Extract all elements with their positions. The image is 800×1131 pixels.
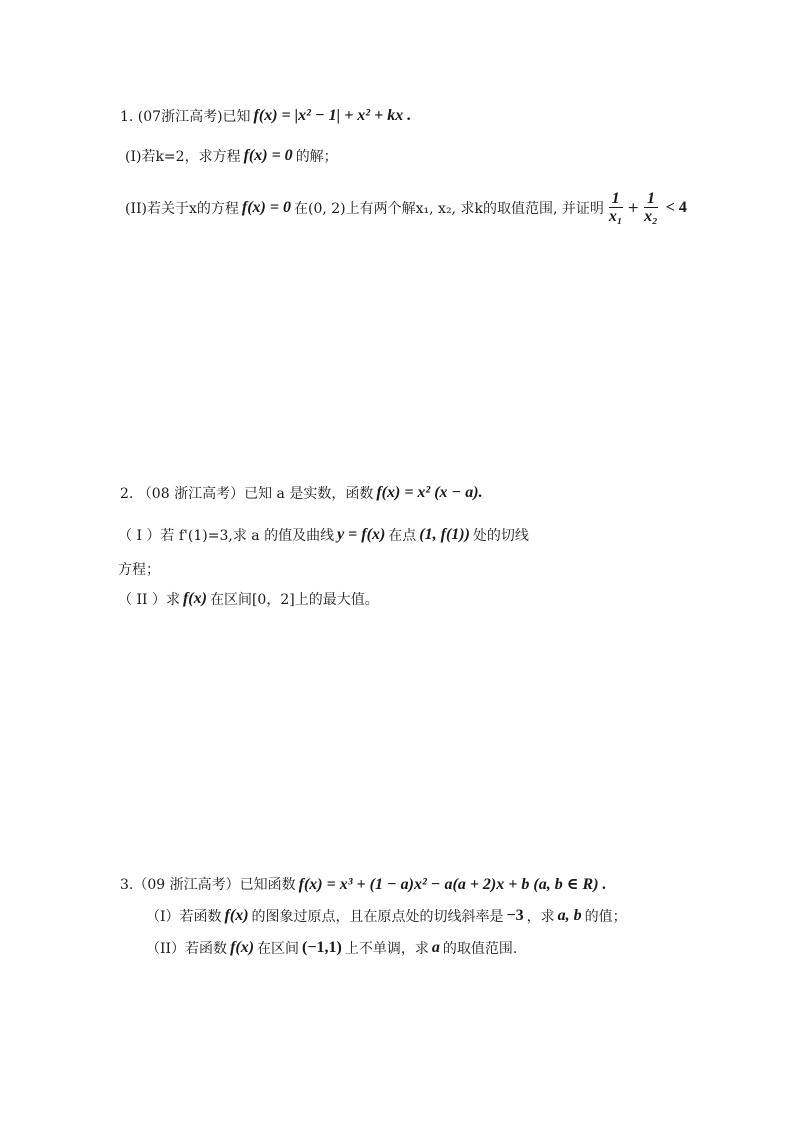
problem-1-statement	[120, 106, 414, 126]
problem-3-part-2-text: （II）若函数	[146, 941, 228, 957]
problem-3-part-1-formula: f(x)	[224, 907, 249, 924]
fraction-2-denominator: x₂	[644, 208, 658, 225]
problem-3-part-2-end: 的取值范围.	[442, 941, 518, 957]
problem-1-part-1-formula: f(x) = 0	[243, 147, 293, 164]
problem-1-part-1-text: (I)若k=2，求方程	[125, 149, 241, 165]
problem-2-part-1-text: （ I ）若 f'(1)=3,求 a 的值及曲线	[118, 528, 335, 544]
problem-2-formula: f(x) = x² (x − a).	[376, 484, 483, 501]
problem-3-part-2	[146, 938, 517, 958]
problem-3-part-1-value: −3	[506, 907, 524, 924]
problem-2-part-1-formula: y = f(x)	[337, 526, 386, 543]
problem-2-lead: 2. （08 浙江高考）已知 a 是实数，函数	[120, 486, 374, 502]
problem-2-part-1-point: (1, f(1))	[419, 526, 470, 543]
fraction-1-over-x1	[606, 190, 626, 225]
problem-3-part-1-end: 的值；	[584, 909, 627, 925]
problem-1-formula: f(x) = |x² − 1| + x² + kx .	[253, 107, 412, 124]
problem-3-lead: 3.（09 浙江高考）已知函数	[120, 877, 296, 893]
problem-3-part-2-mid: 在区间	[257, 941, 300, 957]
fraction-2-numerator: 1	[644, 190, 658, 208]
problem-2-part-1-wrap	[118, 559, 160, 579]
problem-1-part-2-text: (II)若关于x的方程	[125, 200, 239, 217]
problem-3-formula: f(x) = x³ + (1 − a)x² − a(a + 2)x + b (a, b ∈ R) .	[298, 876, 607, 893]
problem-3-part-1-vars: a, b	[557, 907, 582, 924]
problem-2-part-1	[118, 525, 529, 545]
problem-1-part-1	[125, 146, 338, 166]
fraction-1-numerator: 1	[609, 190, 623, 208]
problem-3-part-2-formula: f(x)	[230, 939, 255, 956]
problem-1-part-2-formula: f(x) = 0	[241, 198, 291, 216]
fraction-1-over-x2	[641, 190, 661, 225]
problem-3-part-2-interval: (−1,1)	[302, 939, 342, 956]
problem-1-part-1-tail: 的解；	[295, 149, 338, 165]
problem-3-part-1-mid: 的图象过原点，且在原点处的切线斜率是	[251, 909, 504, 925]
problem-3-part-1-text: （I）若函数	[146, 909, 222, 925]
fraction-1-denominator: x₁	[608, 208, 623, 225]
problem-3-part-1	[146, 906, 627, 926]
problem-2-part-2-tail: 在区间[0，2]上的最大值。	[209, 592, 379, 608]
problem-3-part-2-tail: 上不单调，求	[344, 941, 429, 957]
problem-1-part-2-mid: 在(0, 2)上有两个解x₁, x₂, 求k的取值范围, 并证明	[294, 200, 604, 217]
problem-2-part-2-formula: f(x)	[182, 590, 207, 607]
problem-2-part-2	[118, 589, 379, 609]
problem-3-statement	[120, 874, 610, 894]
problem-2-part-1-wrap-text: 方程；	[118, 562, 160, 578]
inequality: < 4	[665, 198, 687, 216]
problem-1-part-2	[125, 190, 690, 225]
problem-2-statement	[120, 483, 486, 503]
problem-1-lead: 1. (07浙江高考)已知	[120, 109, 251, 125]
plus-sign: +	[627, 199, 640, 216]
problem-2-part-2-text: （ II ）求	[118, 592, 180, 608]
problem-3-part-2-var: a	[431, 939, 440, 956]
problem-3-part-1-tail: ，求	[526, 909, 555, 925]
problem-2-part-1-tail: 处的切线	[472, 528, 529, 544]
problem-2-part-1-mid: 在点	[388, 528, 417, 544]
